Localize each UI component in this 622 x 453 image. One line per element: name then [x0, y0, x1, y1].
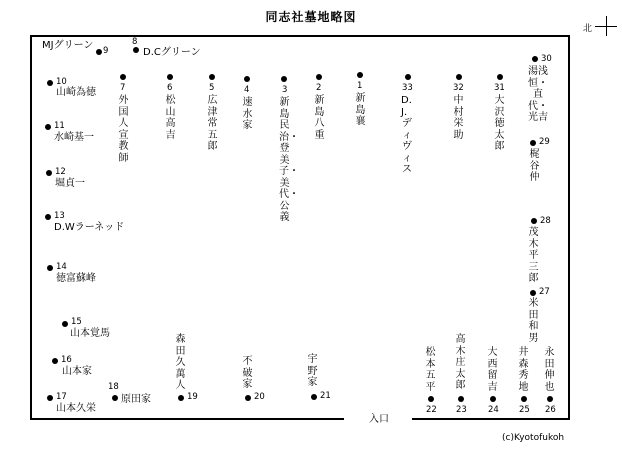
grave-marker-icon [45, 214, 51, 220]
grave-marker-icon [47, 265, 53, 271]
right-wall [568, 35, 570, 420]
grave-marker-icon [316, 74, 322, 80]
grave-marker-icon [133, 47, 139, 53]
grave-marker-icon [532, 56, 538, 62]
grave-marker-icon [490, 396, 496, 402]
grave-marker-icon [357, 72, 363, 78]
bottom-wall-left [30, 418, 344, 420]
grave-marker-icon [120, 74, 126, 80]
grave-marker-icon [244, 76, 250, 82]
bottom-wall-right [412, 418, 570, 420]
grave-marker-icon [311, 394, 317, 400]
grave-marker-icon [178, 395, 184, 401]
map-title: 同志社墓地略図 [265, 10, 357, 24]
grave-marker-icon [531, 218, 537, 224]
grave-marker-icon [209, 74, 215, 80]
grave-marker-icon [428, 396, 434, 402]
grave-marker-icon [245, 395, 251, 401]
top-wall [30, 35, 570, 37]
grave-marker-icon [112, 395, 118, 401]
grave-marker-icon [46, 170, 52, 176]
grave-marker-icon [405, 74, 411, 80]
grave-marker-icon [45, 124, 51, 130]
grave-marker-icon [497, 74, 503, 80]
north-label: 北 [583, 24, 593, 34]
compass-cross-icon [606, 16, 607, 36]
left-wall [30, 35, 32, 420]
grave-marker-icon [47, 80, 53, 86]
grave-marker-icon [96, 49, 102, 55]
grave-marker-icon [530, 140, 536, 146]
grave-marker-icon [456, 74, 462, 80]
grave-marker-icon [281, 76, 287, 82]
grave-marker-icon [530, 290, 536, 296]
grave-marker-icon [521, 396, 527, 402]
grave-marker-icon [47, 395, 53, 401]
grave-marker-icon [62, 321, 68, 327]
grave-marker-icon [547, 396, 553, 402]
copyright: (c)Kyotofukoh [502, 433, 565, 443]
entrance-label: 入口 [369, 414, 389, 425]
grave-marker-icon [52, 358, 58, 364]
grave-marker-icon [458, 396, 464, 402]
grave-marker-icon [167, 74, 173, 80]
